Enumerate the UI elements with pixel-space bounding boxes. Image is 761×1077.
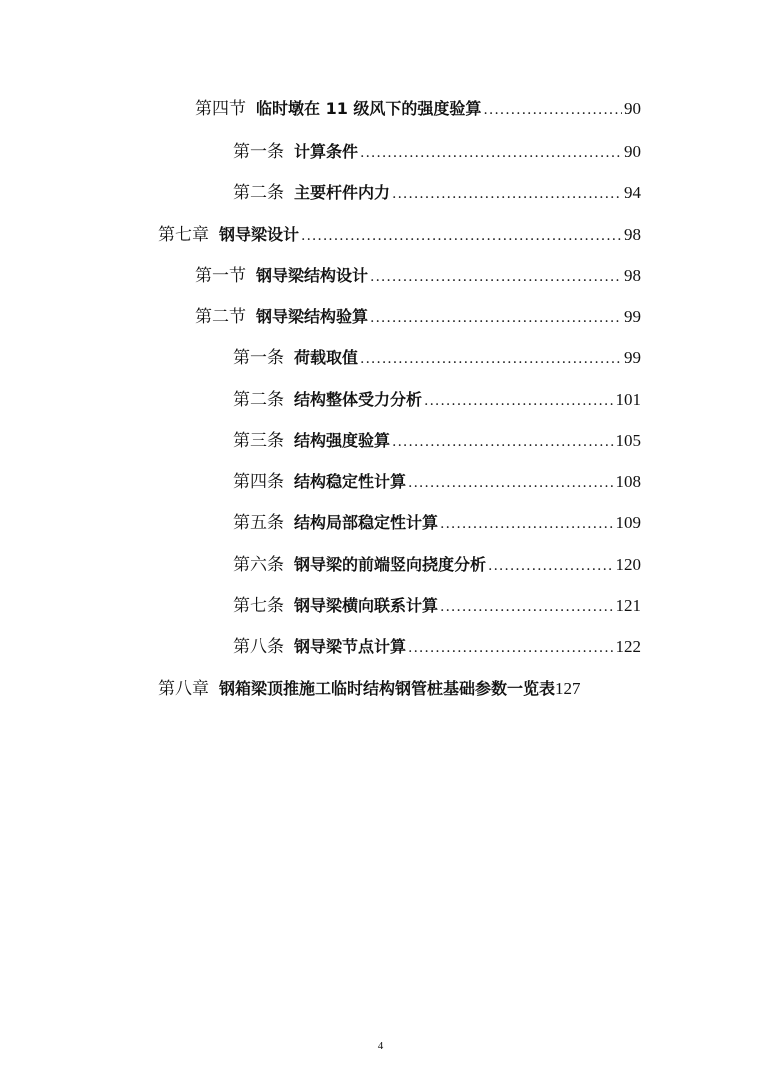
toc-entry-number: 第八条 [233, 637, 284, 657]
toc-entry-title: 钢导梁设计 [219, 225, 300, 244]
toc-entry-title: 钢箱梁顶推施工临时结构钢管桩基础参数一览表 [219, 679, 556, 698]
toc-leader [360, 347, 622, 371]
toc-leader [488, 554, 613, 578]
toc-entry-title: 结构稳定性计算 [294, 472, 407, 491]
toc-entry[interactable] [233, 470, 641, 494]
toc-entry-number: 第七章 [158, 225, 209, 245]
toc-leader [370, 265, 622, 289]
toc-entry-page: 121 [615, 596, 641, 615]
toc-entry-page: 122 [615, 637, 641, 656]
toc-entry-number: 第一条 [233, 142, 284, 162]
toc-entry-page: 101 [615, 390, 641, 409]
toc-entry[interactable] [195, 97, 641, 121]
toc-leader [440, 512, 613, 536]
toc-entry-page: 90 [624, 142, 641, 161]
toc-entry-page: 99 [624, 348, 641, 367]
toc-leader [440, 595, 613, 619]
toc-entry-number: 第七条 [233, 596, 284, 616]
toc-entry-title: 主要杆件内力 [294, 183, 391, 202]
toc-entry[interactable] [233, 553, 641, 577]
toc-entry[interactable] [158, 677, 641, 701]
toc-entry-page: 98 [624, 225, 641, 244]
toc-entry[interactable] [195, 305, 641, 329]
toc-entry-title: 钢导梁节点计算 [294, 637, 407, 656]
toc-entry[interactable] [233, 635, 641, 659]
toc-entry-number: 第四节 [195, 99, 246, 119]
toc-entry-number: 第二条 [233, 183, 284, 203]
toc-entry-number: 第三条 [233, 431, 284, 451]
toc-leader [360, 141, 622, 165]
toc-entry-number: 第六条 [233, 555, 284, 575]
toc-leader [301, 224, 622, 248]
toc-leader [370, 306, 622, 330]
toc-entry-title: 临时墩在 11 级风下的强度验算 [256, 99, 482, 118]
toc-entry-page: 108 [615, 472, 641, 491]
toc-entry-page: 127 [555, 679, 581, 698]
toc-entry[interactable] [233, 594, 641, 618]
toc-entry-page: 94 [624, 183, 641, 202]
toc-entry-title: 结构局部稳定性计算 [294, 513, 439, 532]
toc-entry-number: 第八章 [158, 679, 209, 699]
toc-entry-page: 98 [624, 266, 641, 285]
toc-entry[interactable] [195, 264, 641, 288]
toc-entry-page: 90 [624, 99, 641, 118]
toc-entry-number: 第一节 [195, 266, 246, 286]
toc-entry-title: 钢导梁的前端竖向挠度分析 [294, 555, 487, 574]
toc-entry-title: 计算条件 [294, 142, 359, 161]
toc-leader [408, 636, 613, 660]
toc-leader [408, 471, 613, 495]
toc-entry-page: 105 [615, 431, 641, 450]
toc-entry[interactable] [233, 388, 641, 412]
toc-entry-page: 120 [615, 555, 641, 574]
toc-entry-number: 第五条 [233, 513, 284, 533]
toc-entry-page: 99 [624, 307, 641, 326]
toc-entry[interactable] [233, 181, 641, 205]
toc-entry-title: 钢导梁结构设计 [256, 266, 369, 285]
toc-entry[interactable] [233, 511, 641, 535]
toc-entry[interactable] [233, 429, 641, 453]
toc-entry-page: 109 [615, 513, 641, 532]
toc-entry-title: 结构整体受力分析 [294, 390, 423, 409]
toc-leader [483, 98, 622, 122]
toc-entry-number: 第一条 [233, 348, 284, 368]
toc-entry-title: 钢导梁结构验算 [256, 307, 369, 326]
toc-entry-title: 钢导梁横向联系计算 [294, 596, 439, 615]
toc-entry-number: 第二节 [195, 307, 246, 327]
page-number: 4 [377, 1040, 384, 1052]
toc-entry-title: 荷载取值 [294, 348, 359, 367]
toc-entry-number: 第四条 [233, 472, 284, 492]
toc-leader [392, 182, 622, 206]
toc-leader [392, 430, 613, 454]
toc-leader [424, 389, 613, 413]
toc-entry-number: 第二条 [233, 390, 284, 410]
toc-entry[interactable] [233, 140, 641, 164]
toc-entry-title: 结构强度验算 [294, 431, 391, 450]
toc-entry[interactable] [233, 346, 641, 370]
toc-entry[interactable] [158, 223, 641, 247]
